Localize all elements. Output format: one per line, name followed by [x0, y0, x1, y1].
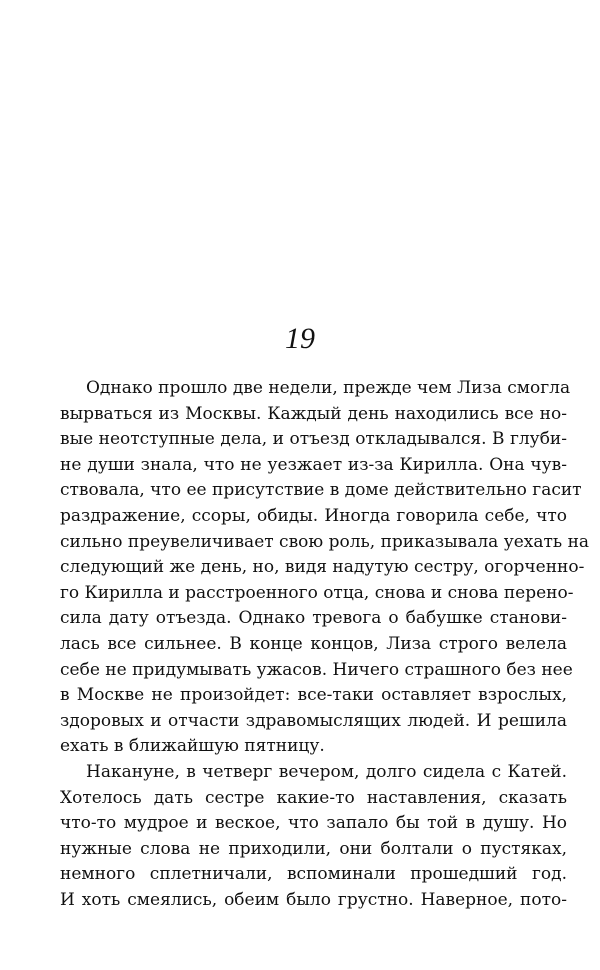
text-line: сила дату отъезда. Однако тревога о бабушке станови- — [60, 608, 567, 629]
text-line: себе не придумывать ужасов. Ничего страшного без нее — [60, 659, 573, 680]
text-line: ехать в ближайшую пятницу. — [60, 736, 325, 757]
text-line: Накануне, в четверг вечером, долго сидела с Катей. — [86, 761, 567, 782]
text-line: сильно преувеличивает свою роль, приказывала уехать на — [60, 531, 590, 552]
text-line: И хоть смеялись, обеим было грустно. Наверное, пото- — [60, 889, 567, 910]
text-line: следующий же день, но, видя надутую сестру, огорченно- — [60, 557, 585, 578]
text-line: в Москве не произойдет: все-таки оставляет взрослых, — [60, 685, 567, 706]
text-line: Однако прошло две недели, прежде чем Лиза смогла — [86, 378, 571, 398]
text-line: немного сплетничали, вспоминали прошедший год. — [60, 864, 567, 885]
text-line: здоровых и отчасти здравомыслящих людей. И решила — [60, 710, 567, 731]
chapter-number: 19 — [285, 322, 315, 355]
text-line: вырваться из Москвы. Каждый день находились все но- — [60, 403, 567, 424]
body-text — [60, 376, 590, 913]
text-line: ствовала, что ее присутствие в доме действительно гасит — [60, 480, 582, 501]
text-line: не души знала, что не уезжает из-за Кирилла. Она чув- — [60, 454, 567, 475]
text-line: что-то мудрое и веское, что запало бы той в душу. Но — [60, 813, 567, 834]
text-line: го Кирилла и расстроенного отца, снова и снова перено- — [60, 582, 574, 603]
text-line: Хотелось дать сестре какие-то наставления, сказать — [60, 787, 567, 808]
text-line: лась все сильнее. В конце концов, Лиза строго велела — [60, 633, 567, 654]
text-line: раздражение, ссоры, обиды. Иногда говорила себе, что — [60, 505, 567, 526]
text-line: вые неотступные дела, и отъезд откладывался. В глуби- — [60, 429, 567, 450]
text-line: нужные слова не приходили, они болтали о пустяках, — [60, 838, 567, 859]
